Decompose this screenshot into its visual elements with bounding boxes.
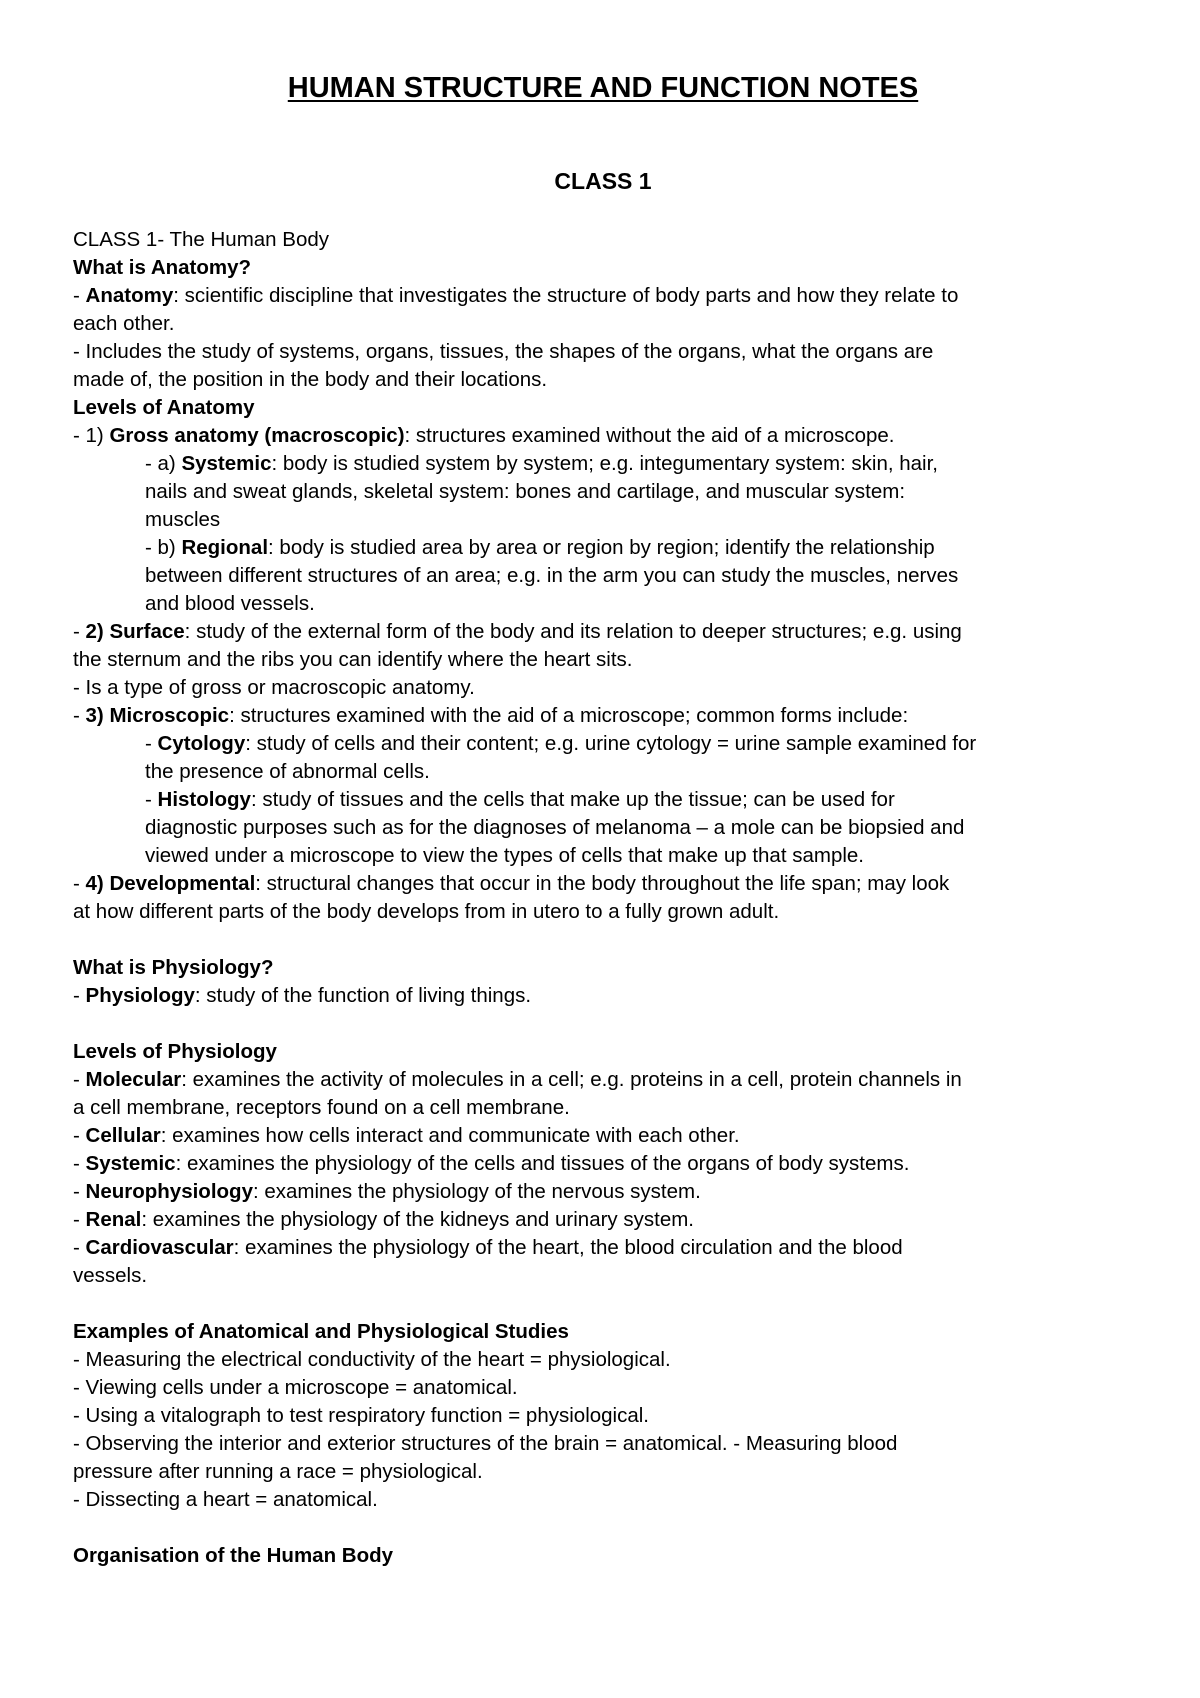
text-line: - Is a type of gross or macroscopic anatomy. [73, 676, 475, 699]
text-line: a cell membrane, receptors found on a cell membrane. [73, 1096, 570, 1119]
document-title: HUMAN STRUCTURE AND FUNCTION NOTES [287, 72, 919, 104]
text-line: - Viewing cells under a microscope = anatomical. [73, 1376, 518, 1399]
text-line: - Physiology: study of the function of living things. [73, 984, 532, 1007]
section-heading-anatomy: What is Anatomy? [73, 256, 252, 279]
section-heading-levels-anatomy: Levels of Anatomy [73, 396, 255, 419]
class-subtitle: CLASS 1- The Human Body [73, 228, 329, 251]
section-heading-physiology: What is Physiology? [73, 956, 274, 979]
text-line: - Using a vitalograph to test respiratory function = physiological. [73, 1404, 650, 1427]
text-line: - Includes the study of systems, organs, tissues, the shapes of the organs, what the organs are [73, 340, 934, 363]
term: Systemic [85, 1152, 176, 1175]
text-line: - Renal: examines the physiology of the kidneys and urinary system. [73, 1208, 694, 1231]
text-line: - Anatomy: scientific discipline that investigates the structure of body parts and how they relate to [73, 284, 959, 307]
term: Regional [181, 536, 269, 559]
text-line: the sternum and the ribs you can identify where the heart sits. [73, 648, 633, 671]
text-line: at how different parts of the body develops from in utero to a fully grown adult. [73, 900, 780, 923]
term: Renal [85, 1208, 142, 1231]
section-heading-examples: Examples of Anatomical and Physiological Studies [73, 1320, 569, 1343]
text-line: muscles [145, 508, 221, 531]
text-line: - 4) Developmental: structural changes that occur in the body throughout the life span; may look [73, 872, 950, 895]
text-line: made of, the position in the body and their locations. [73, 368, 548, 391]
text-line: diagnostic purposes such as for the diagnoses of melanoma – a mole can be biopsied and [145, 816, 965, 839]
text-line: - Molecular: examines the activity of molecules in a cell; e.g. proteins in a cell, protein channels in [73, 1068, 962, 1091]
term: 4) Developmental [85, 872, 256, 895]
spacer [73, 1514, 1143, 1542]
text-line: - Cardiovascular: examines the physiology of the heart, the blood circulation and the blood [73, 1236, 903, 1259]
term: Cardiovascular [85, 1236, 234, 1259]
text-line: pressure after running a race = physiological. [73, 1460, 483, 1483]
term: Cytology [157, 732, 246, 755]
text-line: - 3) Microscopic: structures examined with the aid of a microscope; common forms include: [73, 704, 909, 727]
term: 3) Microscopic [85, 704, 230, 727]
text-line: - Cellular: examines how cells interact and communicate with each other. [73, 1124, 740, 1147]
class-heading: CLASS 1 [554, 168, 652, 194]
text-line: - 1) Gross anatomy (macroscopic): structures examined without the aid of a microscope. [73, 424, 895, 447]
text-line: - b) Regional: body is studied area by area or region by region; identify the relationship [145, 536, 935, 559]
text-line: - Histology: study of tissues and the cells that make up the tissue; can be used for [145, 788, 895, 811]
text-line: each other. [73, 312, 175, 335]
text-line: - 2) Surface: study of the external form of the body and its relation to deeper structures; e.g. using [73, 620, 962, 643]
term: Cellular [85, 1124, 161, 1147]
text-line: - a) Systemic: body is studied system by system; e.g. integumentary system: skin, hair, [145, 452, 939, 475]
text-line: - Neurophysiology: examines the physiology of the nervous system. [73, 1180, 701, 1203]
text-line: viewed under a microscope to view the types of cells that make up that sample. [145, 844, 865, 867]
text-line: - Cytology: study of cells and their content; e.g. urine cytology = urine sample examined for [145, 732, 977, 755]
text-line: between different structures of an area; e.g. in the arm you can study the muscles, nerves [145, 564, 959, 587]
spacer [73, 1010, 1143, 1038]
text-line: the presence of abnormal cells. [145, 760, 430, 783]
text-line: - Systemic: examines the physiology of the cells and tissues of the organs of body systems. [73, 1152, 910, 1175]
spacer [73, 1290, 1143, 1318]
text-line: - Measuring the electrical conductivity of the heart = physiological. [73, 1348, 671, 1371]
spacer [73, 926, 1143, 954]
term: Anatomy [85, 284, 174, 307]
text-line: vessels. [73, 1264, 148, 1287]
term: Molecular [85, 1068, 182, 1091]
notes-body [73, 226, 1143, 1570]
text-line: nails and sweat glands, skeletal system: bones and cartilage, and muscular system: [145, 480, 906, 503]
term: Physiology [85, 984, 195, 1007]
text-line: and blood vessels. [145, 592, 315, 615]
text-line: - Dissecting a heart = anatomical. [73, 1488, 378, 1511]
term: Neurophysiology [85, 1180, 253, 1203]
term: 2) Surface [85, 620, 185, 643]
text-line: - Observing the interior and exterior structures of the brain = anatomical. - Measuring blood [73, 1432, 898, 1455]
term: Gross anatomy (macroscopic) [109, 424, 405, 447]
section-heading-organisation: Organisation of the Human Body [73, 1544, 394, 1567]
term: Systemic [181, 452, 272, 475]
section-heading-levels-physiology: Levels of Physiology [73, 1040, 277, 1063]
term: Histology [157, 788, 251, 811]
